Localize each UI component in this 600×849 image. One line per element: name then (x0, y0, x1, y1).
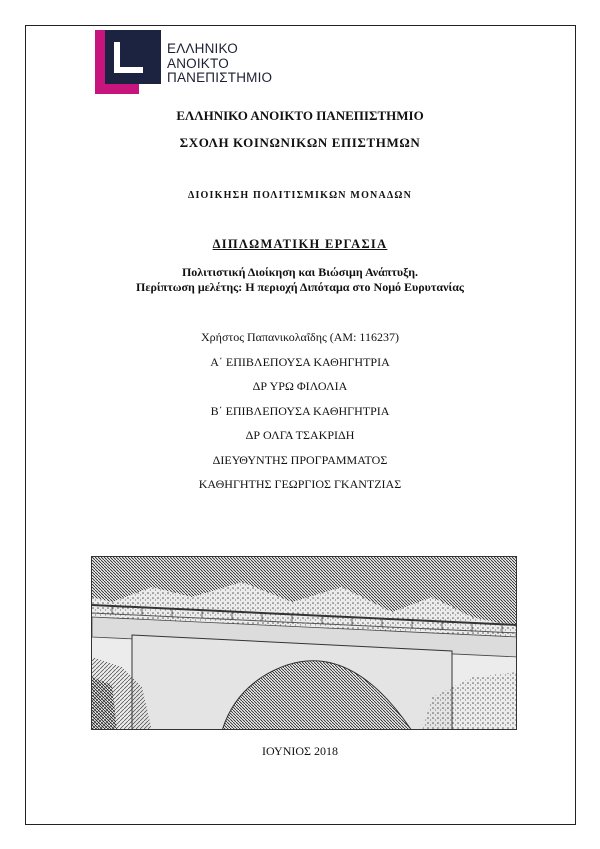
school-name: ΣΧΟΛΗ ΚΟΙΝΩΝΙΚΩΝ ΕΠΙΣΤΗΜΩΝ (179, 135, 421, 150)
university-logo (95, 30, 275, 94)
logo-line-1: ΕΛΛΗΝΙΚΟ (167, 41, 238, 56)
supervisor-a-name: ΔΡ ΥΡΩ ΦΙΛΟΛΙΑ (252, 379, 348, 393)
thesis-type: ΔΙΠΛΩΜΑΤΙΚΗ ΕΡΓΑΣΙΑ (212, 237, 388, 251)
director-role: ΔΙΕΥΘΥΝΤΗΣ ΠΡΟΓΡΑΜΜΑΤΟΣ (212, 452, 388, 467)
supervisor-a-role: Α΄ ΕΠΙΒΛΕΠΟΥΣΑ ΚΑΘΗΓΗΤΡΙΑ (210, 354, 390, 369)
logo-line-2: ΑΝΟΙΚΤΟ (167, 55, 229, 71)
supervisor-b-name: ΔΡ ΟΛΓΑ ΤΣΑΚΡΙΔΗ (245, 428, 355, 442)
program-name: ΔΙΟΙΚΗΣΗ ΠΟΛΙΤΙΣΜΙΚΩΝ ΜΟΝΑΔΩΝ (188, 190, 412, 201)
logo-line-3: ΠΑΝΕΠΙΣΤΗΜΙΟ (167, 70, 273, 85)
thesis-title-line-1: Πολιτιστική Διοίκηση και Βιώσιμη Ανάπτυξη. (181, 265, 419, 279)
people-block (0, 330, 600, 502)
supervisor-b-role: Β΄ ΕΠΙΒΛΕΠΟΥΣΑ ΚΑΘΗΓΗΤΡΙΑ (210, 403, 390, 418)
logo-wordmark (167, 42, 272, 86)
author-name: Χρήστος Παπανικολαΐδης (ΑΜ: 116237) (201, 330, 399, 344)
submission-date: ΙΟΥΝΙΟΣ 2018 (261, 744, 339, 758)
university-name: ΕΛΛΗΝΙΚΟ ΑΝΟΙΚΤΟ ΠΑΝΕΠΙΣΤΗΜΙΟ (176, 108, 424, 123)
thesis-title-line-2: Περίπτωση μελέτης: Η περιοχή Διπόταμα στο Νομό Ευρυτανίας (136, 280, 464, 294)
director-name: ΚΑΘΗΓΗΤΗΣ ΓΕΩΡΓΙΟΣ ΓΚΑΝΤΖΙΑΣ (198, 477, 402, 491)
logo-mark (95, 30, 161, 94)
bridge-photo (91, 556, 517, 730)
